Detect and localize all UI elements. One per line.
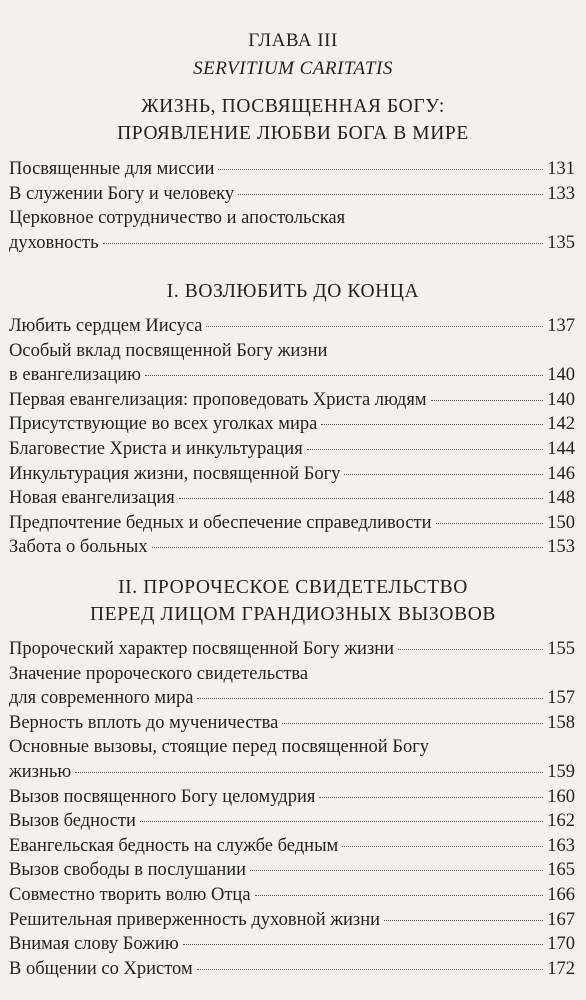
toc-entry-title: В служении Богу и человеку [9,183,235,204]
toc-entry-page-number: 131 [547,159,575,179]
chapter-heading-line1: ЖИЗНЬ, ПОСВЯЩЕННАЯ БОГУ: [141,96,445,117]
section1-heading: I. ВОЗЛЮБИТЬ ДО КОНЦА [166,281,420,302]
toc-entry-page-number: 170 [547,934,575,955]
dot-leader [179,498,543,499]
toc-entry[interactable] [9,883,575,908]
toc-entry-title: Совместно творить волю Отца [9,884,251,905]
dot-leader [75,772,543,773]
dot-leader [319,797,543,798]
toc-entry[interactable] [9,535,575,560]
toc-entry-page-number: 166 [547,884,575,905]
dot-leader [218,169,543,170]
toc-entry-title: Первая евангелизация: проповедовать Христа людям [9,389,427,410]
toc-entry-page-number: 160 [547,786,575,807]
toc-entry-page-number: 153 [547,537,575,558]
toc-entry-page-number: 163 [547,835,575,856]
toc-entry-page-number: 142 [547,414,575,435]
toc-entry-title: жизнью [9,761,72,782]
toc-entry-title: Внимая слову Божию [9,934,179,955]
toc-entry[interactable] [9,511,575,536]
toc-entry-title: Благовестие Христа и инкультурация [9,438,303,459]
toc-entry-title-line1: Значение пророческого свидетельства [9,663,309,684]
toc-entry-title: Любить сердцем Иисуса [9,316,203,336]
toc-entry-title: в евангелизацию [9,365,142,386]
toc-entry[interactable] [9,637,575,662]
toc-entry-page-number: 148 [547,488,575,509]
dot-leader [103,243,544,244]
toc-entry[interactable] [9,711,575,736]
toc-entry-title-line1: Церковное сотрудничество и апостольская [9,208,346,229]
dot-leader [206,326,543,327]
dot-leader [342,846,543,847]
toc-entry[interactable] [9,809,575,834]
toc-entry-title: Евангельская бедность на службе бедным [9,835,339,856]
dot-leader [197,969,544,970]
dot-leader [398,649,543,650]
toc-entry-title: духовность [9,232,99,253]
dot-leader [183,944,544,945]
toc-entry-title: Новая евангелизация [9,488,175,509]
dot-leader [282,723,543,724]
toc-entry-page-number: 165 [547,860,575,881]
section1-entries [9,314,575,560]
toc-entry[interactable] [9,157,575,182]
toc-entry-title-line1: Основные вызовы, стоящие перед посвященной Богу [9,737,430,758]
toc-entry-page-number: 172 [547,958,575,979]
dot-leader [145,375,543,376]
toc-entry[interactable] [9,363,575,388]
toc-entry-page-number: 144 [547,438,575,459]
dot-leader [321,424,543,425]
dot-leader [197,698,543,699]
toc-entry-page-number: 157 [547,688,575,709]
toc-entry-page-number: 137 [547,316,575,336]
toc-entry-title: Вызов посвященного Богу целомудрия [9,786,316,807]
dot-leader [250,870,543,871]
toc-entry-title-line1: Особый вклад посвященной Богу жизни [9,340,328,361]
toc-entry-page-number: 155 [547,639,575,659]
dot-leader [255,895,544,896]
toc-entry-title: Вызов бедности [9,811,136,832]
toc-entry[interactable] [9,760,575,785]
section2-entries [9,637,575,981]
toc-entry-title: Решительная приверженность духовной жизни [9,909,381,930]
toc-entry[interactable] [9,182,575,207]
toc-entry-title: для современного мира [9,688,194,709]
toc-entry[interactable] [9,388,575,413]
toc-entry[interactable] [9,437,575,462]
toc-entry[interactable] [9,686,575,711]
toc-entry-page-number: 146 [547,463,575,484]
toc-entry[interactable] [9,231,575,256]
toc-entry-title: Посвященные для миссии [9,159,215,179]
toc-entry-page-number: 150 [547,512,575,533]
toc-entry-page-number: 133 [547,183,575,204]
section2-heading-line1: II. ПРОРОЧЕСКОЕ СВИДЕТЕЛЬСТВО [118,577,468,598]
toc-entry-title: Забота о больных [9,537,148,558]
dot-leader [307,449,544,450]
toc-entry[interactable] [9,785,575,810]
intro-entries [9,157,575,255]
toc-entry-page-number: 167 [547,909,575,930]
toc-entry[interactable] [9,908,575,933]
toc-entry[interactable] [9,957,575,982]
dot-leader [238,194,543,195]
toc-entry-page-number: 162 [547,811,575,832]
toc-entry-page-number: 140 [547,389,575,410]
toc-entry-page-number: 159 [547,761,575,782]
section2-heading-line2: ПЕРЕД ЛИЦОМ ГРАНДИОЗНЫХ ВЫЗОВОВ [90,604,496,625]
dot-leader [152,547,544,548]
toc-entry-title: Предпочтение бедных и обеспечение справедливости [9,512,432,533]
toc-entry[interactable] [9,314,575,339]
toc-entry-title: Верность вплоть до мученичества [9,712,279,733]
toc-entry[interactable] [9,834,575,859]
dot-leader [344,474,543,475]
chapter-heading-line2: ПРОЯВЛЕНИЕ ЛЮБВИ БОГА В МИРЕ [117,123,469,144]
toc-entry-title: Вызов свободы в послушании [9,860,247,881]
toc-entry[interactable] [9,486,575,511]
toc-entry-title: Пророческий характер посвященной Богу жизни [9,639,395,659]
toc-entry-page-number: 140 [547,365,575,386]
chapter-subtitle: SERVITIUM CARITATIS [193,58,393,79]
toc-entry[interactable] [9,412,575,437]
toc-entry-title: Инкультурация жизни, посвященной Богу [9,463,341,484]
toc-entry-page-number: 135 [547,232,575,253]
toc-entry[interactable] [9,932,575,957]
dot-leader [431,400,544,401]
toc-entry[interactable] [9,462,575,487]
toc-entry-title: В общении со Христом [9,958,193,979]
dot-leader [436,523,544,524]
toc-entry-title: Присутствующие во всех уголках мира [9,414,318,435]
dot-leader [140,821,543,822]
chapter-label: ГЛАВА III [248,30,338,51]
toc-entry-page-number: 158 [547,712,575,733]
toc-entry[interactable] [9,858,575,883]
dot-leader [384,920,543,921]
